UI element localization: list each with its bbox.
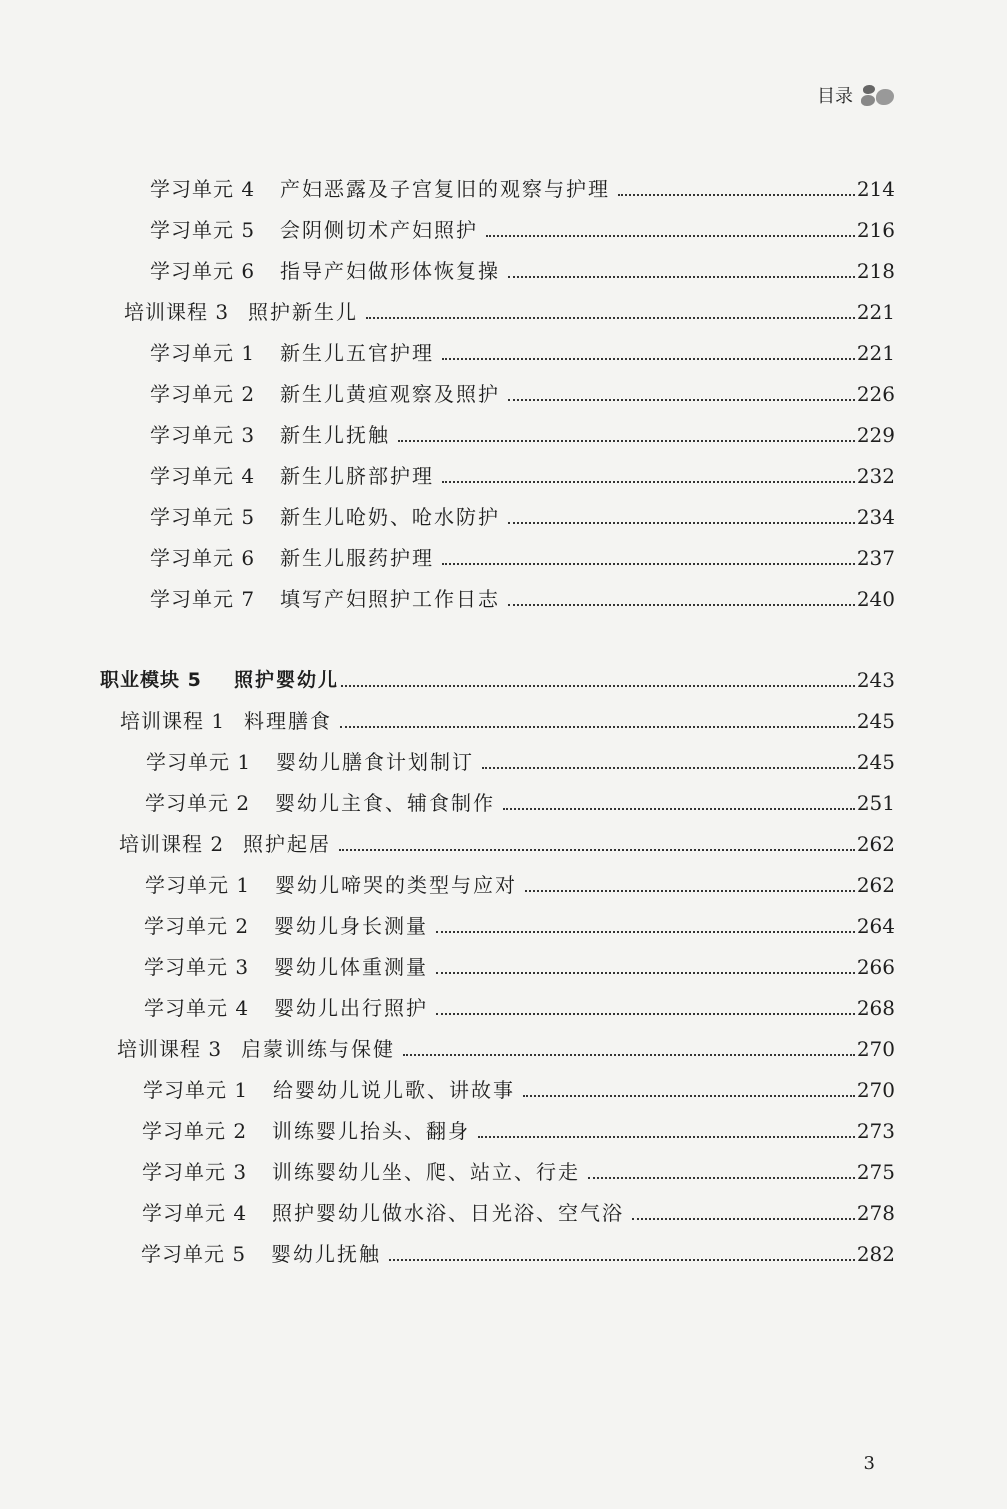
toc-entry-unit xyxy=(142,1196,895,1230)
toc-entry-page: 216 xyxy=(856,218,895,242)
dot-leader xyxy=(482,766,855,769)
toc-entry-label: 学习单元 2 xyxy=(150,382,256,406)
header-section-title: 目录 xyxy=(817,86,853,107)
dot-leader xyxy=(436,971,855,974)
toc-entry-page: 251 xyxy=(856,791,895,815)
toc-entry-page: 270 xyxy=(856,1078,895,1102)
toc-entry-title: 婴幼儿主食、辅食制作 xyxy=(275,791,495,815)
toc-entry-label: 学习单元 2 xyxy=(145,791,251,815)
toc-entry-page: 221 xyxy=(856,341,895,365)
toc-entry-page: 234 xyxy=(856,505,895,529)
toc-entry-title: 训练婴儿抬头、翻身 xyxy=(272,1119,470,1143)
toc-entry-unit xyxy=(150,418,895,452)
page-number: 3 xyxy=(863,1453,875,1474)
toc-entry-page: 221 xyxy=(856,300,895,324)
toc-entry-title: 新生儿抚触 xyxy=(280,423,390,447)
toc-entry-label: 学习单元 2 xyxy=(144,914,250,938)
toc-entry-label: 学习单元 2 xyxy=(142,1119,248,1143)
toc-entry-unit xyxy=(144,909,895,943)
toc-entry-page: 243 xyxy=(856,668,895,692)
toc-entry-unit xyxy=(141,1237,895,1271)
toc-entry-page: 268 xyxy=(856,996,895,1020)
dot-leader xyxy=(339,848,855,851)
toc-entry-title: 婴幼儿身长测量 xyxy=(274,914,428,938)
toc-entry-label: 职业模块 5 xyxy=(100,669,202,691)
toc-entry-unit xyxy=(145,868,895,902)
toc-entry-label: 学习单元 1 xyxy=(146,750,252,774)
dot-leader xyxy=(366,316,855,319)
toc-entry-title: 照护婴幼儿做水浴、日光浴、空气浴 xyxy=(272,1201,624,1225)
toc-entry-label: 学习单元 5 xyxy=(141,1242,247,1266)
toc-entry-page: 273 xyxy=(856,1119,895,1143)
toc-entry-unit xyxy=(150,336,895,370)
dot-leader xyxy=(403,1053,855,1056)
dot-leader xyxy=(588,1176,855,1179)
toc-entry-page: 262 xyxy=(856,832,895,856)
toc-entry-page: 218 xyxy=(856,259,895,283)
toc-entry-label: 学习单元 3 xyxy=(150,423,256,447)
dot-leader xyxy=(442,357,855,360)
toc-entry-title: 产妇恶露及子宫复旧的观察与护理 xyxy=(280,177,610,201)
toc-entry-title: 新生儿黄疸观察及照护 xyxy=(280,382,500,406)
toc-entry-unit xyxy=(150,582,895,616)
toc-entry-page: 245 xyxy=(856,750,895,774)
toc-entry-label: 培训课程 2 xyxy=(119,832,225,856)
dot-leader xyxy=(398,439,855,442)
dot-leader xyxy=(618,193,855,196)
toc-entry-title: 给婴幼儿说儿歌、讲故事 xyxy=(273,1078,515,1102)
toc-entry-label: 学习单元 6 xyxy=(150,546,256,570)
toc-entry-course xyxy=(124,295,895,329)
dot-leader xyxy=(486,234,855,237)
toc-entry-title: 婴幼儿抚触 xyxy=(271,1242,381,1266)
toc-entry-unit xyxy=(142,1155,895,1189)
toc-entry-label: 学习单元 6 xyxy=(150,259,256,283)
dot-leader xyxy=(508,603,855,606)
dot-leader xyxy=(525,889,855,892)
dot-leader xyxy=(436,930,855,933)
toc-entry-page: 278 xyxy=(856,1201,895,1225)
dot-leader xyxy=(436,1012,855,1015)
toc-entry-page: 229 xyxy=(856,423,895,447)
toc-entry-page: 262 xyxy=(856,873,895,897)
toc-entry-title: 指导产妇做形体恢复操 xyxy=(280,259,500,283)
dot-leader xyxy=(340,725,855,728)
toc-entry-unit xyxy=(150,459,895,493)
dot-leader xyxy=(442,480,855,483)
toc-entry-unit xyxy=(150,377,895,411)
toc-entry-label: 学习单元 1 xyxy=(143,1078,249,1102)
dot-leader xyxy=(503,807,855,810)
dot-leader xyxy=(508,398,855,401)
dot-leader xyxy=(389,1258,855,1261)
toc-entry-unit xyxy=(144,991,895,1025)
toc-entry-unit xyxy=(150,500,895,534)
toc-entry-label: 学习单元 5 xyxy=(150,218,256,242)
toc-entry-course xyxy=(119,827,895,861)
toc-entry-label: 培训课程 3 xyxy=(124,300,230,324)
toc-entry-unit xyxy=(150,541,895,575)
dot-leader xyxy=(523,1094,855,1097)
toc-entry-label: 学习单元 5 xyxy=(150,505,256,529)
toc-entry-title: 新生儿服药护理 xyxy=(280,546,434,570)
toc-entry-title: 新生儿呛奶、呛水防护 xyxy=(280,505,500,529)
toc-entry-title: 新生儿脐部护理 xyxy=(280,464,434,488)
toc-entry-page: 214 xyxy=(856,177,895,201)
toc-entry-label: 学习单元 1 xyxy=(145,873,251,897)
toc-entry-title: 婴幼儿出行照护 xyxy=(274,996,428,1020)
leaf-logo-icon xyxy=(861,83,895,107)
toc-entry-page: 245 xyxy=(856,709,895,733)
toc-entry-label: 学习单元 7 xyxy=(150,587,256,611)
dot-leader xyxy=(442,562,855,565)
toc-entry-title: 照护起居 xyxy=(243,832,331,856)
toc-entry-page: 266 xyxy=(856,955,895,979)
toc-entry-title: 填写产妇照护工作日志 xyxy=(280,587,500,611)
toc-entry-title: 新生儿五官护理 xyxy=(280,341,434,365)
toc-entry-label: 学习单元 4 xyxy=(150,177,256,201)
toc-entry-title: 训练婴幼儿坐、爬、站立、行走 xyxy=(272,1160,580,1184)
toc-entry-unit xyxy=(145,786,895,820)
toc-entry-title: 会阴侧切术产妇照护 xyxy=(280,218,478,242)
toc-entry-unit xyxy=(150,172,895,206)
toc-entry-title: 婴幼儿啼哭的类型与应对 xyxy=(275,873,517,897)
toc-entry-unit xyxy=(144,950,895,984)
toc-entry-title: 料理膳食 xyxy=(244,709,332,733)
toc-entry-label: 学习单元 4 xyxy=(142,1201,248,1225)
toc-entry-label: 学习单元 3 xyxy=(144,955,250,979)
dot-leader xyxy=(508,275,855,278)
toc-entry-page: 240 xyxy=(856,587,895,611)
toc-entry-page: 264 xyxy=(856,914,895,938)
dot-leader xyxy=(632,1217,855,1220)
toc-entry-label: 培训课程 3 xyxy=(117,1037,223,1061)
toc-entry-title: 启蒙训练与保健 xyxy=(241,1037,395,1061)
toc-entry-page: 226 xyxy=(856,382,895,406)
toc-entry-label: 学习单元 1 xyxy=(150,341,256,365)
toc-entry-page: 232 xyxy=(856,464,895,488)
toc-entry-label: 学习单元 3 xyxy=(142,1160,248,1184)
dot-leader xyxy=(341,684,855,687)
toc-entry-label: 学习单元 4 xyxy=(144,996,250,1020)
toc-entry-title: 婴幼儿体重测量 xyxy=(274,955,428,979)
running-header xyxy=(817,82,895,108)
toc-entry-unit xyxy=(143,1073,895,1107)
toc-entry-unit xyxy=(150,213,895,247)
dot-leader xyxy=(508,521,855,524)
toc-entry-course xyxy=(117,1032,895,1066)
toc-entry-course xyxy=(120,704,895,738)
toc-entry-title: 照护新生儿 xyxy=(248,300,358,324)
toc-entry-unit xyxy=(142,1114,895,1148)
toc-entry-title: 婴幼儿膳食计划制订 xyxy=(276,750,474,774)
toc-entry-label: 培训课程 1 xyxy=(120,709,226,733)
toc-entry-page: 270 xyxy=(856,1037,895,1061)
toc-entry-title: 照护婴幼儿 xyxy=(234,669,340,691)
toc-entry-page: 237 xyxy=(856,546,895,570)
toc-entry-unit xyxy=(150,254,895,288)
toc-entry-unit xyxy=(146,745,895,779)
toc-entry-page: 282 xyxy=(856,1242,895,1266)
toc-entry-label: 学习单元 4 xyxy=(150,464,256,488)
dot-leader xyxy=(478,1135,855,1138)
toc-entry-page: 275 xyxy=(856,1160,895,1184)
toc-entry-module xyxy=(100,663,895,697)
